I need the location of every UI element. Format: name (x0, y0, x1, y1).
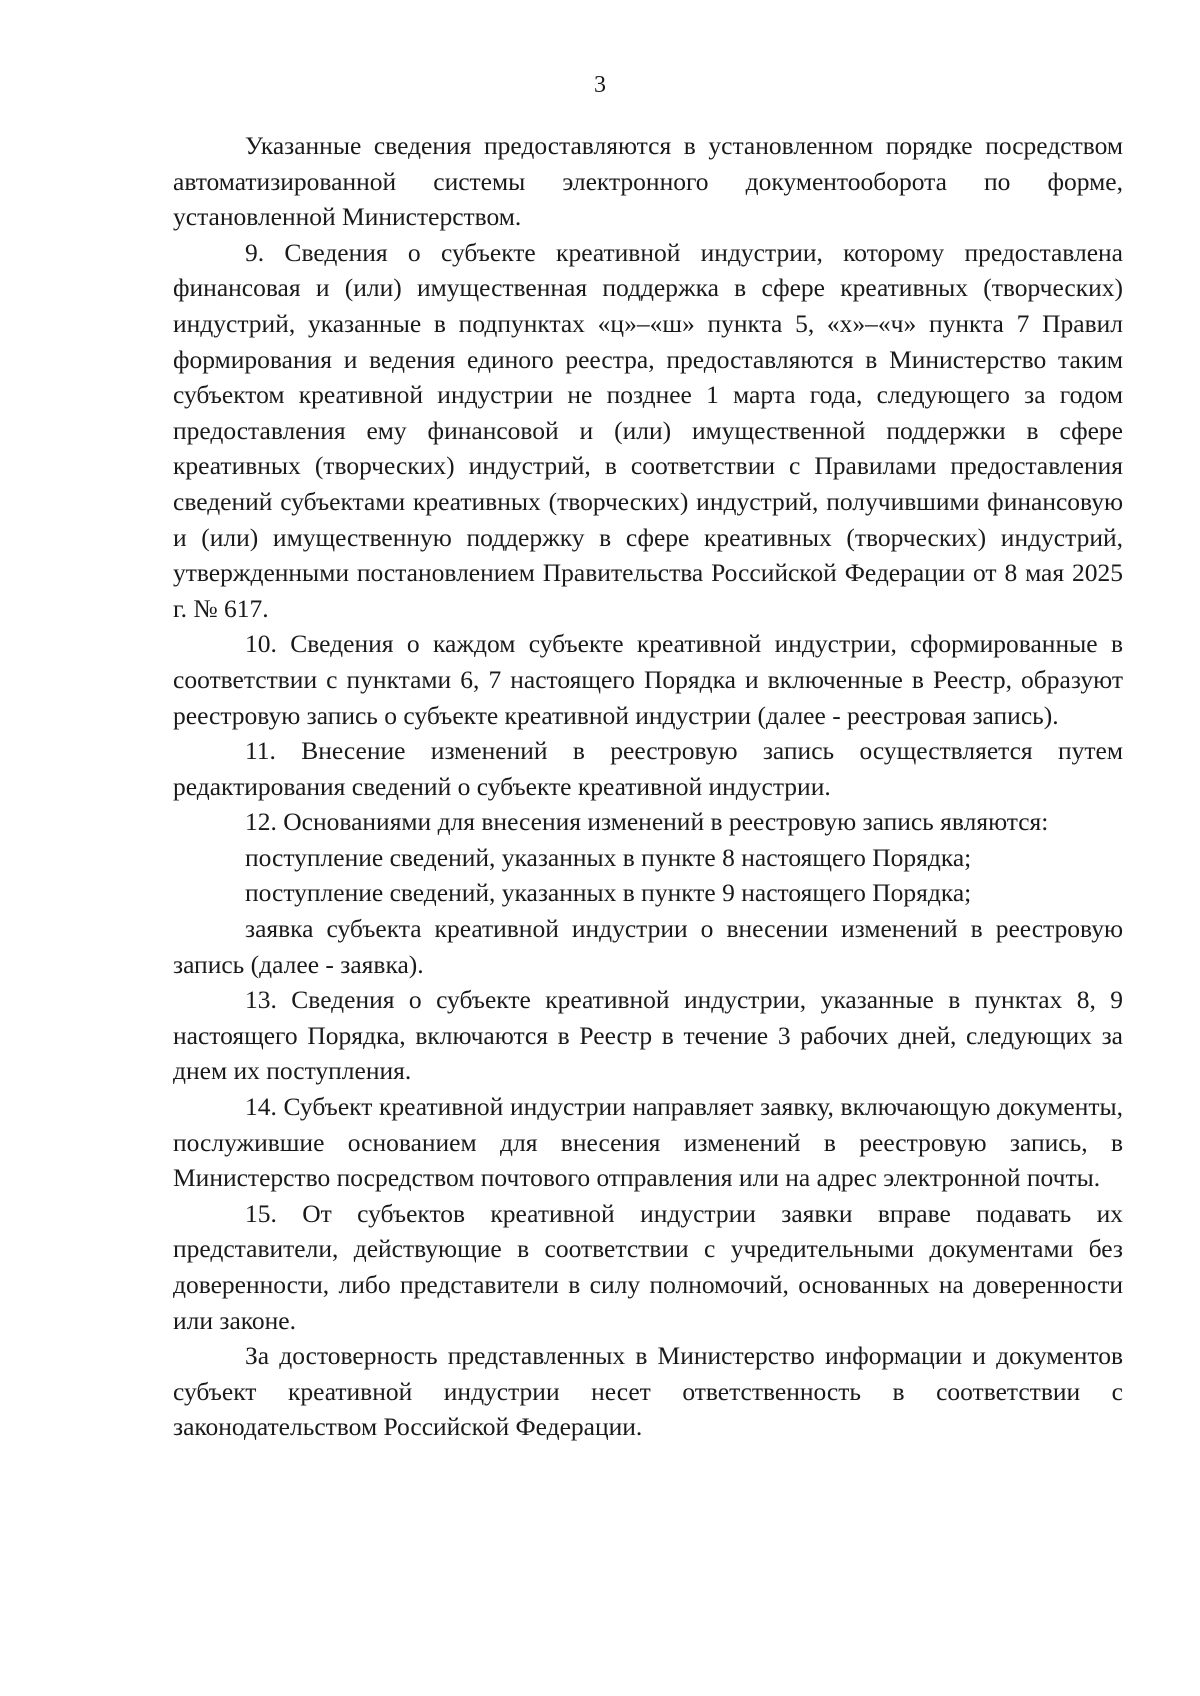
paragraph-9: 9. Сведения о субъекте креативной индустрии, которому предоставлена финансовая и (или) имущественная поддержка в сфере креативных (творческих) индустрий, указанные в подпунктах «ц»–«ш» пункта 5, «х»–«ч» пункта 7 Правил формирования и ведения единого реестра, предоставляются в Министерство таким субъектом креативной индустрии не позднее 1 марта года, следующего за годом предоставления ему финансовой и (или) имущественной поддержки в сфере креативных (творческих) индустрий, в соответствии с Правилами предоставления сведений субъектами креативных (творческих) индустрий, получившими финансовую и (или) имущественную поддержку в сфере креативных (творческих) индустрий, утвержденными постановлением Правительства Российской Федерации от 8 мая 2025 г. № 617. (173, 237, 1123, 623)
paragraph-15: 15. От субъектов креативной индустрии заявки вправе подавать их представители, действующие в соответствии с учредительными документами без доверенности, либо представители в силу полномочий, основанных на доверенности или законе. (173, 1198, 1123, 1335)
document-body (173, 128, 1123, 1445)
list-item-basis-9: поступление сведений, указанных в пункте 9 настоящего Порядка; (245, 878, 972, 908)
paragraph-11: 11. Внесение изменений в реестровую запись осуществляется путем редактирования сведений о субъекте креативной индустрии. (173, 736, 1123, 801)
page-number: 3 (594, 72, 606, 98)
paragraph-10: 10. Сведения о каждом субъекте креативной индустрии, сформированные в соответствии с пунктами 6, 7 настоящего Порядка и включенные в Реестр, образуют реестровую запись о субъекте креативной индустрии (далее - реестровая запись). (173, 629, 1123, 730)
paragraph-14: 14. Субъект креативной индустрии направляет заявку, включающую документы, послужившие основанием для внесения изменений в реестровую запись, в Министерство посредством почтового отправления или на адрес электронной почты. (173, 1092, 1123, 1193)
paragraph-13: 13. Сведения о субъекте креативной индустрии, указанные в пунктах 8, 9 настоящего Порядка, включаются в Реестр в течение 3 рабочих дней, следующих за днем их поступления. (173, 985, 1123, 1086)
paragraph-info-submission: Указанные сведения предоставляются в установленном порядке посредством автоматизированной системы электронного документооборота по форме, установленной Министерством. (173, 131, 1123, 232)
paragraph-responsibility: За достоверность представленных в Министерство информации и документов субъект креативной индустрии несет ответственность в соответствии с законодательством Российской Федерации. (173, 1341, 1123, 1442)
list-item-basis-request: заявка субъекта креативной индустрии о внесении изменений в реестровую запись (далее - заявка). (173, 914, 1123, 979)
paragraph-12: 12. Основаниями для внесения изменений в реестровую запись являются: (245, 807, 1049, 837)
list-item-basis-8: поступление сведений, указанных в пункте 8 настоящего Порядка; (245, 842, 972, 872)
